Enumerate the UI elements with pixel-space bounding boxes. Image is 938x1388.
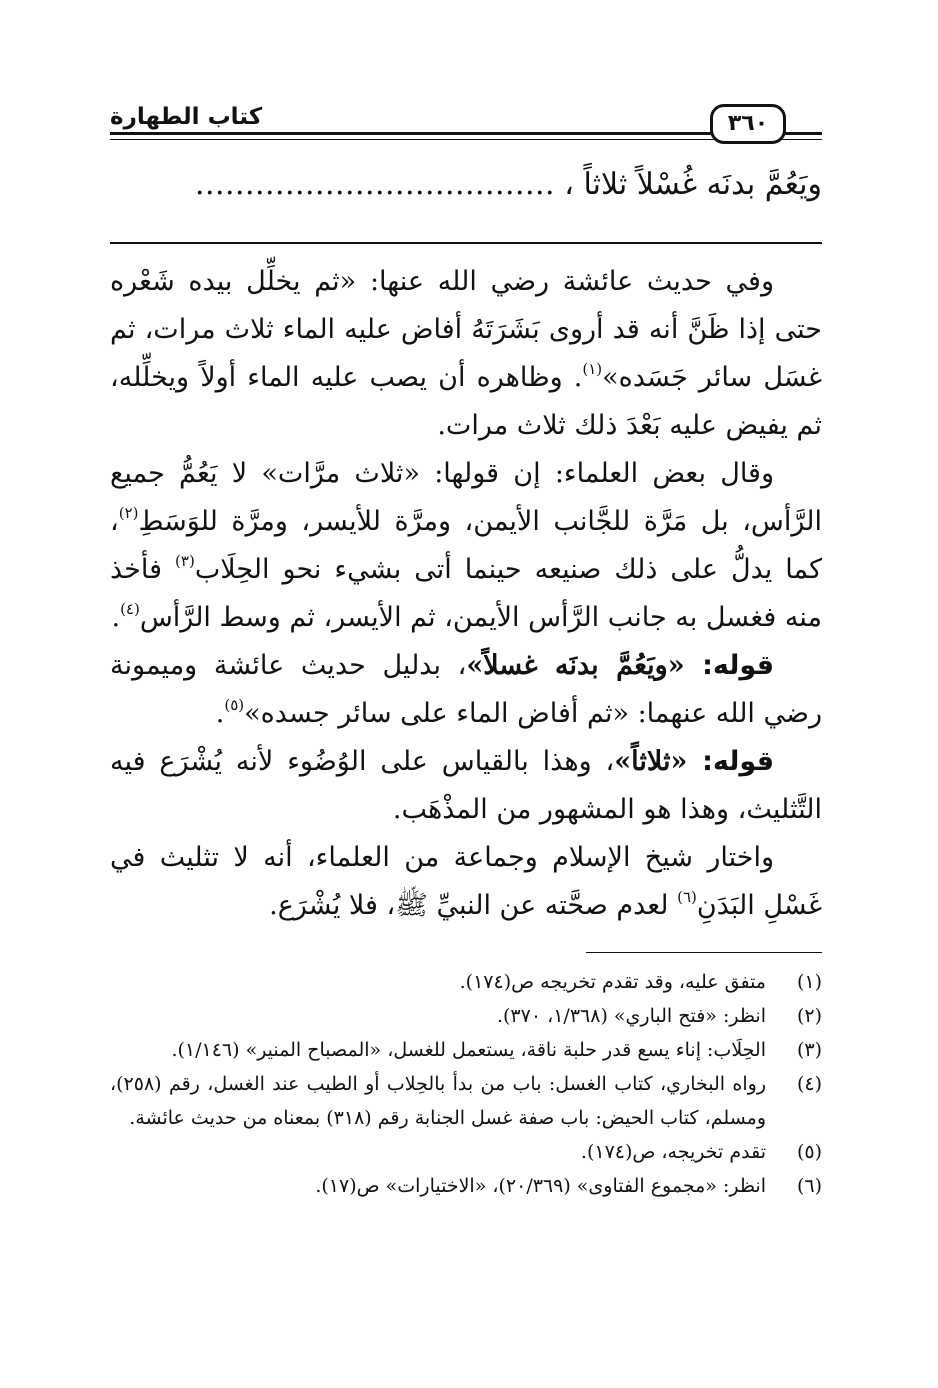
footnote-text: انظر: «فتح الباري» (١/٣٦٨، ٣٧٠). xyxy=(496,1005,766,1027)
qawluhu-label: قوله: xyxy=(702,746,774,777)
paragraph-text: ، كما يدلُّ على ذلك صنيعه حينما أتى بشيء نحو الحِلَاب xyxy=(110,506,822,585)
footnote-item xyxy=(110,1067,822,1135)
matn-quote: «ويَعُمَّ بدنَه غسلاً» xyxy=(466,650,703,681)
footnote-number: (٢) xyxy=(796,1005,822,1027)
footnote-text: انظر: «مجموع الفتاوى» (٢٠/٣٦٩)، «الاختيارات» ص(١٧). xyxy=(315,1175,766,1197)
paragraph-text: لعدم صحَّته عن النبيِّ ﷺ، فلا يُشْرَع. xyxy=(269,890,678,921)
footnote-ref[interactable]: (٥) xyxy=(224,696,245,714)
footnote-ref[interactable]: (١) xyxy=(582,360,603,378)
book-title: كتاب الطهارة xyxy=(110,104,263,130)
footnote-item xyxy=(110,999,822,1033)
book-page xyxy=(110,92,822,1372)
matn-line xyxy=(110,160,822,222)
paragraph-text: وفي حديث عائشة رضي الله عنها: «ثم يخلِّل بيده شَعْره حتى إذا ظَنَّ أنه قد أروى بَشَرَتَهُ أفاض عليه الماء ثلاث مرات، ثم غسَل سائر جَسَده» xyxy=(110,266,822,393)
paragraph-text: . وظاهره أن يصب عليه الماء أولاً ويخلِّله، ثم يفيض عليه بَعْدَ ذلك ثلاث مرات. xyxy=(110,362,822,441)
matn-separator xyxy=(110,242,822,244)
footnote-ref[interactable]: (٢) xyxy=(118,504,139,522)
footnote-number: (١) xyxy=(796,971,822,993)
paragraph-text: وقال بعض العلماء: إن قولها: «ثلاث مرَّات» لا يَعُمُّ جميع الرَّأس، بل مَرَّة للجَّانب الأيمن، ومرَّة للأيسر، ومرَّة للوَسَطِ xyxy=(110,458,822,537)
footnotes-separator xyxy=(586,952,822,953)
footnote-text: رواه البخاري، كتاب الغسل: باب من بدأ بالحِلاب أو الطيب عند الغسل، رقم (٢٥٨)، ومسلم، كتاب الحيض: باب صفة غسل الجنابة رقم (٣١٨) بمعناه من حديث عائشة. xyxy=(110,1073,766,1129)
page-header xyxy=(110,92,822,144)
footnote-number: (٥) xyxy=(796,1141,822,1163)
footnote-text: الحِلَاب: إناء يسع قدر حلبة ناقة، يستعمل للغسل، «المصباح المنير» (١/١٤٦). xyxy=(171,1039,766,1061)
commentary-body xyxy=(110,258,822,930)
footnote-number: (٣) xyxy=(796,1039,822,1061)
paragraph-text: . xyxy=(215,698,225,729)
footnote-item xyxy=(110,965,822,999)
paragraph-text: ، بدليل حديث عائشة وميمونة رضي الله عنهما: «ثم أفاض الماء على سائر جسده» xyxy=(110,650,822,729)
paragraph-text: . xyxy=(111,602,121,633)
footnote-ref[interactable]: (٤) xyxy=(120,600,140,618)
footnote-item xyxy=(110,1169,822,1203)
footnote-text: تقدم تخريجه، ص(١٧٤). xyxy=(580,1141,766,1163)
paragraph-2 xyxy=(110,450,822,642)
footnote-number: (٦) xyxy=(796,1175,822,1197)
footnote-ref[interactable]: (٣) xyxy=(175,552,195,570)
matn-text: ويَعُمَّ بدنَه غُسْلاً ثلاثاً ، xyxy=(564,167,822,202)
paragraph-text: ، وهذا بالقياس على الوُضُوء لأنه يُشْرَع فيه التَّثليث، وهذا هو المشهور من المذْهَب. xyxy=(110,746,822,825)
matn-dots: ……………………………… xyxy=(194,167,555,202)
paragraph-1 xyxy=(110,258,822,450)
footnotes xyxy=(110,965,822,1203)
qawluhu-label: قوله: xyxy=(702,650,774,681)
page-number: ٣٦٠ xyxy=(710,104,786,144)
paragraph-text: فأخذ منه فغسل به جانب الرَّأس الأيمن، ثم الأيسر، ثم وسط الرَّأس xyxy=(110,554,822,633)
paragraph-4 xyxy=(110,738,822,834)
footnote-item xyxy=(110,1033,822,1067)
footnote-text: متفق عليه، وقد تقدم تخريجه ص(١٧٤). xyxy=(459,971,766,993)
matn-quote: «ثلاثاً» xyxy=(614,746,703,777)
footnote-number: (٤) xyxy=(796,1073,822,1095)
paragraph-5 xyxy=(110,834,822,930)
footnote-ref[interactable]: (٦) xyxy=(677,888,697,906)
paragraph-3 xyxy=(110,642,822,738)
footnote-item xyxy=(110,1135,822,1169)
paragraph-text: واختار شيخ الإسلام وجماعة من العلماء، أنه لا تثليث في غَسْلِ البَدَنِ xyxy=(110,842,822,921)
